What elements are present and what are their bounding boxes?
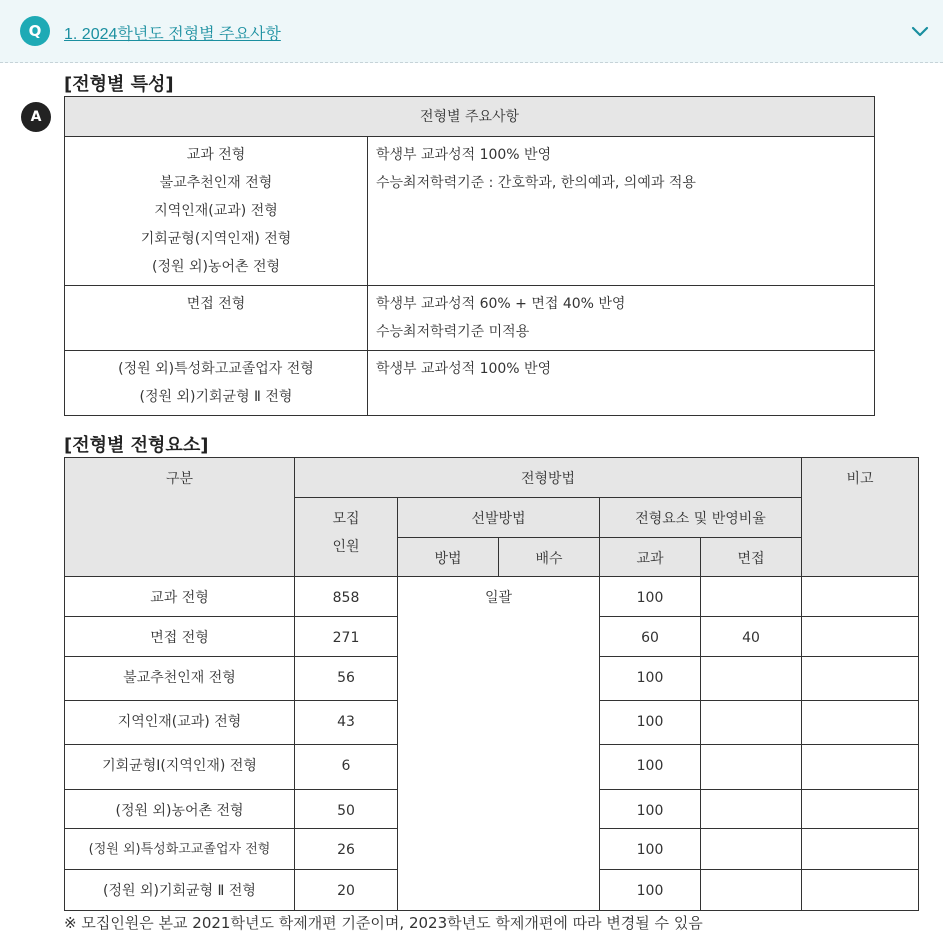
characteristics-table <box>64 96 875 416</box>
row-subject: 60 <box>600 617 701 657</box>
section-heading-elements: [전형별 전형요소] <box>64 435 209 456</box>
row-remarks <box>802 790 919 829</box>
row-name: (정원 외)기회균형 Ⅱ 전형 <box>65 870 295 911</box>
type-name: 불교추천인재 전형 <box>159 175 273 191</box>
row-name: 불교추천인재 전형 <box>65 657 295 701</box>
row-count: 56 <box>295 657 398 701</box>
row-remarks <box>802 870 919 911</box>
question-title-link[interactable]: 1. 2024학년도 전형별 주요사항 <box>64 26 281 43</box>
row-subject: 100 <box>600 790 701 829</box>
type-name: 기회균형(지역인재) 전형 <box>140 231 292 247</box>
row-count: 50 <box>295 790 398 829</box>
description-line: 학생부 교과성적 60% + 면접 40% 반영 <box>376 296 626 312</box>
row-remarks <box>802 657 919 701</box>
description-cell <box>368 351 875 416</box>
q-badge-icon: Q <box>20 16 50 46</box>
type-name: (정원 외)농어촌 전형 <box>151 259 281 275</box>
row-interview <box>701 745 802 790</box>
header-multiple: 배수 <box>499 538 600 577</box>
header-category: 구분 <box>65 458 295 577</box>
row-interview: 40 <box>701 617 802 657</box>
type-name: (정원 외)특성화고교졸업자 전형 <box>118 361 314 377</box>
row-interview <box>701 870 802 911</box>
row-remarks <box>802 701 919 745</box>
row-subject: 100 <box>600 745 701 790</box>
row-name: (정원 외)농어촌 전형 <box>65 790 295 829</box>
row-interview <box>701 657 802 701</box>
header-remarks: 비고 <box>802 458 919 577</box>
header-ratio: 전형요소 및 반영비율 <box>600 498 802 538</box>
row-name: 기회균형Ⅰ(지역인재) 전형 <box>65 745 295 790</box>
table-row <box>65 137 875 286</box>
row-name: (정원 외)특성화고교졸업자 전형 <box>65 829 295 870</box>
table-row <box>65 286 875 351</box>
table-row <box>65 577 919 617</box>
type-name: 지역인재(교과) 전형 <box>154 203 278 219</box>
a-badge-icon: A <box>21 102 51 132</box>
header-subject: 교과 <box>600 538 701 577</box>
type-name: 교과 전형 <box>186 147 246 163</box>
row-count: 26 <box>295 829 398 870</box>
type-names-cell <box>65 137 368 286</box>
section-heading-characteristics: [전형별 특성] <box>64 74 174 95</box>
description-cell <box>368 137 875 286</box>
row-subject: 100 <box>600 657 701 701</box>
row-name: 지역인재(교과) 전형 <box>65 701 295 745</box>
header-recruit-line2: 인원 <box>332 539 360 555</box>
row-subject: 100 <box>600 577 701 617</box>
row-count: 43 <box>295 701 398 745</box>
header-method: 전형방법 <box>295 458 802 498</box>
row-count: 858 <box>295 577 398 617</box>
selection-method-cell: 일괄 <box>398 577 600 911</box>
type-names-cell <box>65 286 368 351</box>
row-subject: 100 <box>600 870 701 911</box>
header-recruit-line1: 모집 <box>332 511 360 527</box>
row-name: 면접 전형 <box>65 617 295 657</box>
type-name: 면접 전형 <box>186 296 246 312</box>
description-line: 학생부 교과성적 100% 반영 <box>376 361 552 377</box>
description-line: 수능최저학력기준 미적용 <box>376 324 530 340</box>
faq-question-bar[interactable] <box>0 0 943 63</box>
row-interview <box>701 577 802 617</box>
row-interview <box>701 829 802 870</box>
header-way: 방법 <box>398 538 499 577</box>
row-remarks <box>802 745 919 790</box>
description-line: 수능최저학력기준 : 간호학과, 한의예과, 의예과 적용 <box>376 175 696 191</box>
description-line: 학생부 교과성적 100% 반영 <box>376 147 552 163</box>
row-subject: 100 <box>600 829 701 870</box>
table-header: 전형별 주요사항 <box>65 97 875 137</box>
row-count: 6 <box>295 745 398 790</box>
chevron-down-icon[interactable] <box>910 22 930 42</box>
row-interview <box>701 701 802 745</box>
row-interview <box>701 790 802 829</box>
description-cell <box>368 286 875 351</box>
row-remarks <box>802 829 919 870</box>
header-interview: 면접 <box>701 538 802 577</box>
row-remarks <box>802 617 919 657</box>
row-remarks <box>802 577 919 617</box>
elements-table <box>64 457 919 911</box>
row-subject: 100 <box>600 701 701 745</box>
header-recruit <box>295 498 398 577</box>
footnote: ※ 모집인원은 본교 2021학년도 학제개편 기준이며, 2023학년도 학제개편에 따라 변경될 수 있음 <box>64 914 703 932</box>
row-name: 교과 전형 <box>65 577 295 617</box>
header-selection: 선발방법 <box>398 498 600 538</box>
type-names-cell <box>65 351 368 416</box>
row-count: 271 <box>295 617 398 657</box>
type-name: (정원 외)기회균형 Ⅱ 전형 <box>139 389 293 405</box>
row-count: 20 <box>295 870 398 911</box>
table-row <box>65 351 875 416</box>
